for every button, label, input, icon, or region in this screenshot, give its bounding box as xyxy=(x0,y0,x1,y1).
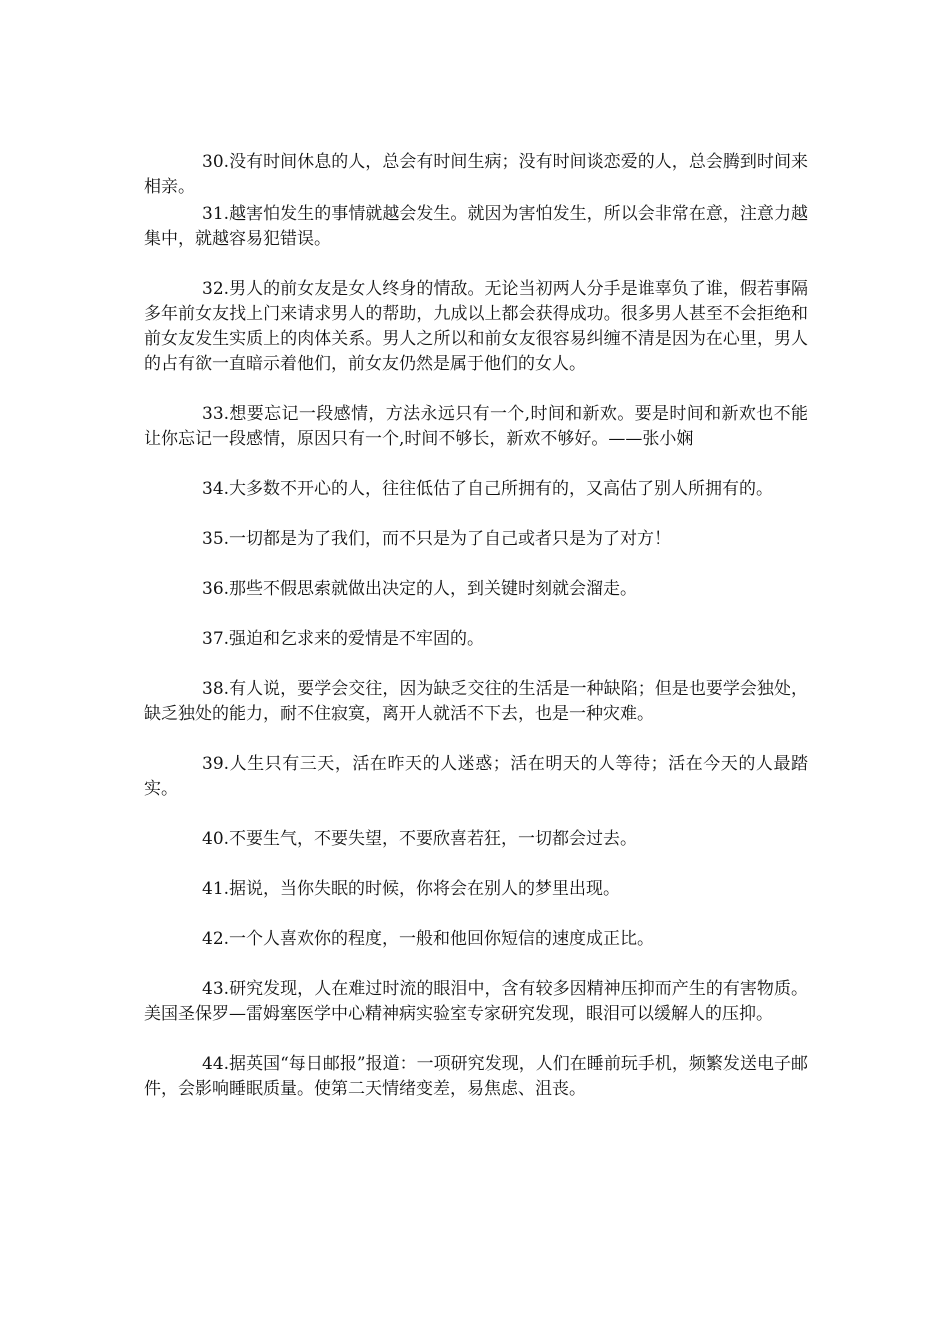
paragraph-32: 32.男人的前女友是女人终身的情敌。无论当初两人分手是谁辜负了谁，假若事隔多年前女友找上门来请求男人的帮助，九成以上都会获得成功。很多男人甚至不会拒绝和前女友发生实质上的肉体关系。男人之所以和前女友很容易纠缠不清是因为在心里，男人的占有欲一直暗示着他们，前女友仍然是属于他们的女人。 xyxy=(144,279,808,374)
paragraph-36: 36.那些不假思索就做出决定的人，到关键时刻就会溜走。 xyxy=(202,579,638,599)
document-body xyxy=(144,150,808,1102)
paragraph-42: 42.一个人喜欢你的程度，一般和他回你短信的速度成正比。 xyxy=(202,929,655,949)
paragraph-31: 31.越害怕发生的事情就越会发生。就因为害怕发生，所以会非常在意，注意力越集中，就越容易犯错误。 xyxy=(144,204,808,249)
paragraph-30: 30.没有时间休息的人，总会有时间生病；没有时间谈恋爱的人，总会腾到时间来相亲。 xyxy=(144,152,808,197)
paragraph-33: 33.想要忘记一段感情，方法永远只有一个,时间和新欢。要是时间和新欢也不能让你忘记一段感情，原因只有一个,时间不够长，新欢不够好。——张小娴 xyxy=(144,404,808,449)
paragraph-34: 34.大多数不开心的人，往往低估了自己所拥有的，又高估了别人所拥有的。 xyxy=(202,479,774,499)
paragraph-41: 41.据说，当你失眠的时候，你将会在别人的梦里出现。 xyxy=(202,879,621,899)
paragraph-40: 40.不要生气，不要失望，不要欣喜若狂，一切都会过去。 xyxy=(202,829,638,849)
paragraph-37: 37.强迫和乞求来的爱情是不牢固的。 xyxy=(202,629,485,649)
paragraph-35: 35.一切都是为了我们，而不只是为了自己或者只是为了对方！ xyxy=(202,529,672,549)
paragraph-38: 38.有人说，要学会交往，因为缺乏交往的生活是一种缺陷；但是也要学会独处，缺乏独处的能力，耐不住寂寞，离开人就活不下去，也是一种灾难。 xyxy=(144,679,808,724)
paragraph-39: 39.人生只有三天，活在昨天的人迷惑；活在明天的人等待；活在今天的人最踏实。 xyxy=(144,754,808,799)
paragraph-44: 44.据英国“每日邮报”报道：一项研究发现，人们在睡前玩手机，频繁发送电子邮件，会影响睡眠质量。使第二天情绪变差，易焦虑、沮丧。 xyxy=(144,1054,808,1099)
paragraph-43: 43.研究发现，人在难过时流的眼泪中，含有较多因精神压抑而产生的有害物质。美国圣保罗—雷姆塞医学中心精神病实验室专家研究发现，眼泪可以缓解人的压抑。 xyxy=(144,979,808,1024)
